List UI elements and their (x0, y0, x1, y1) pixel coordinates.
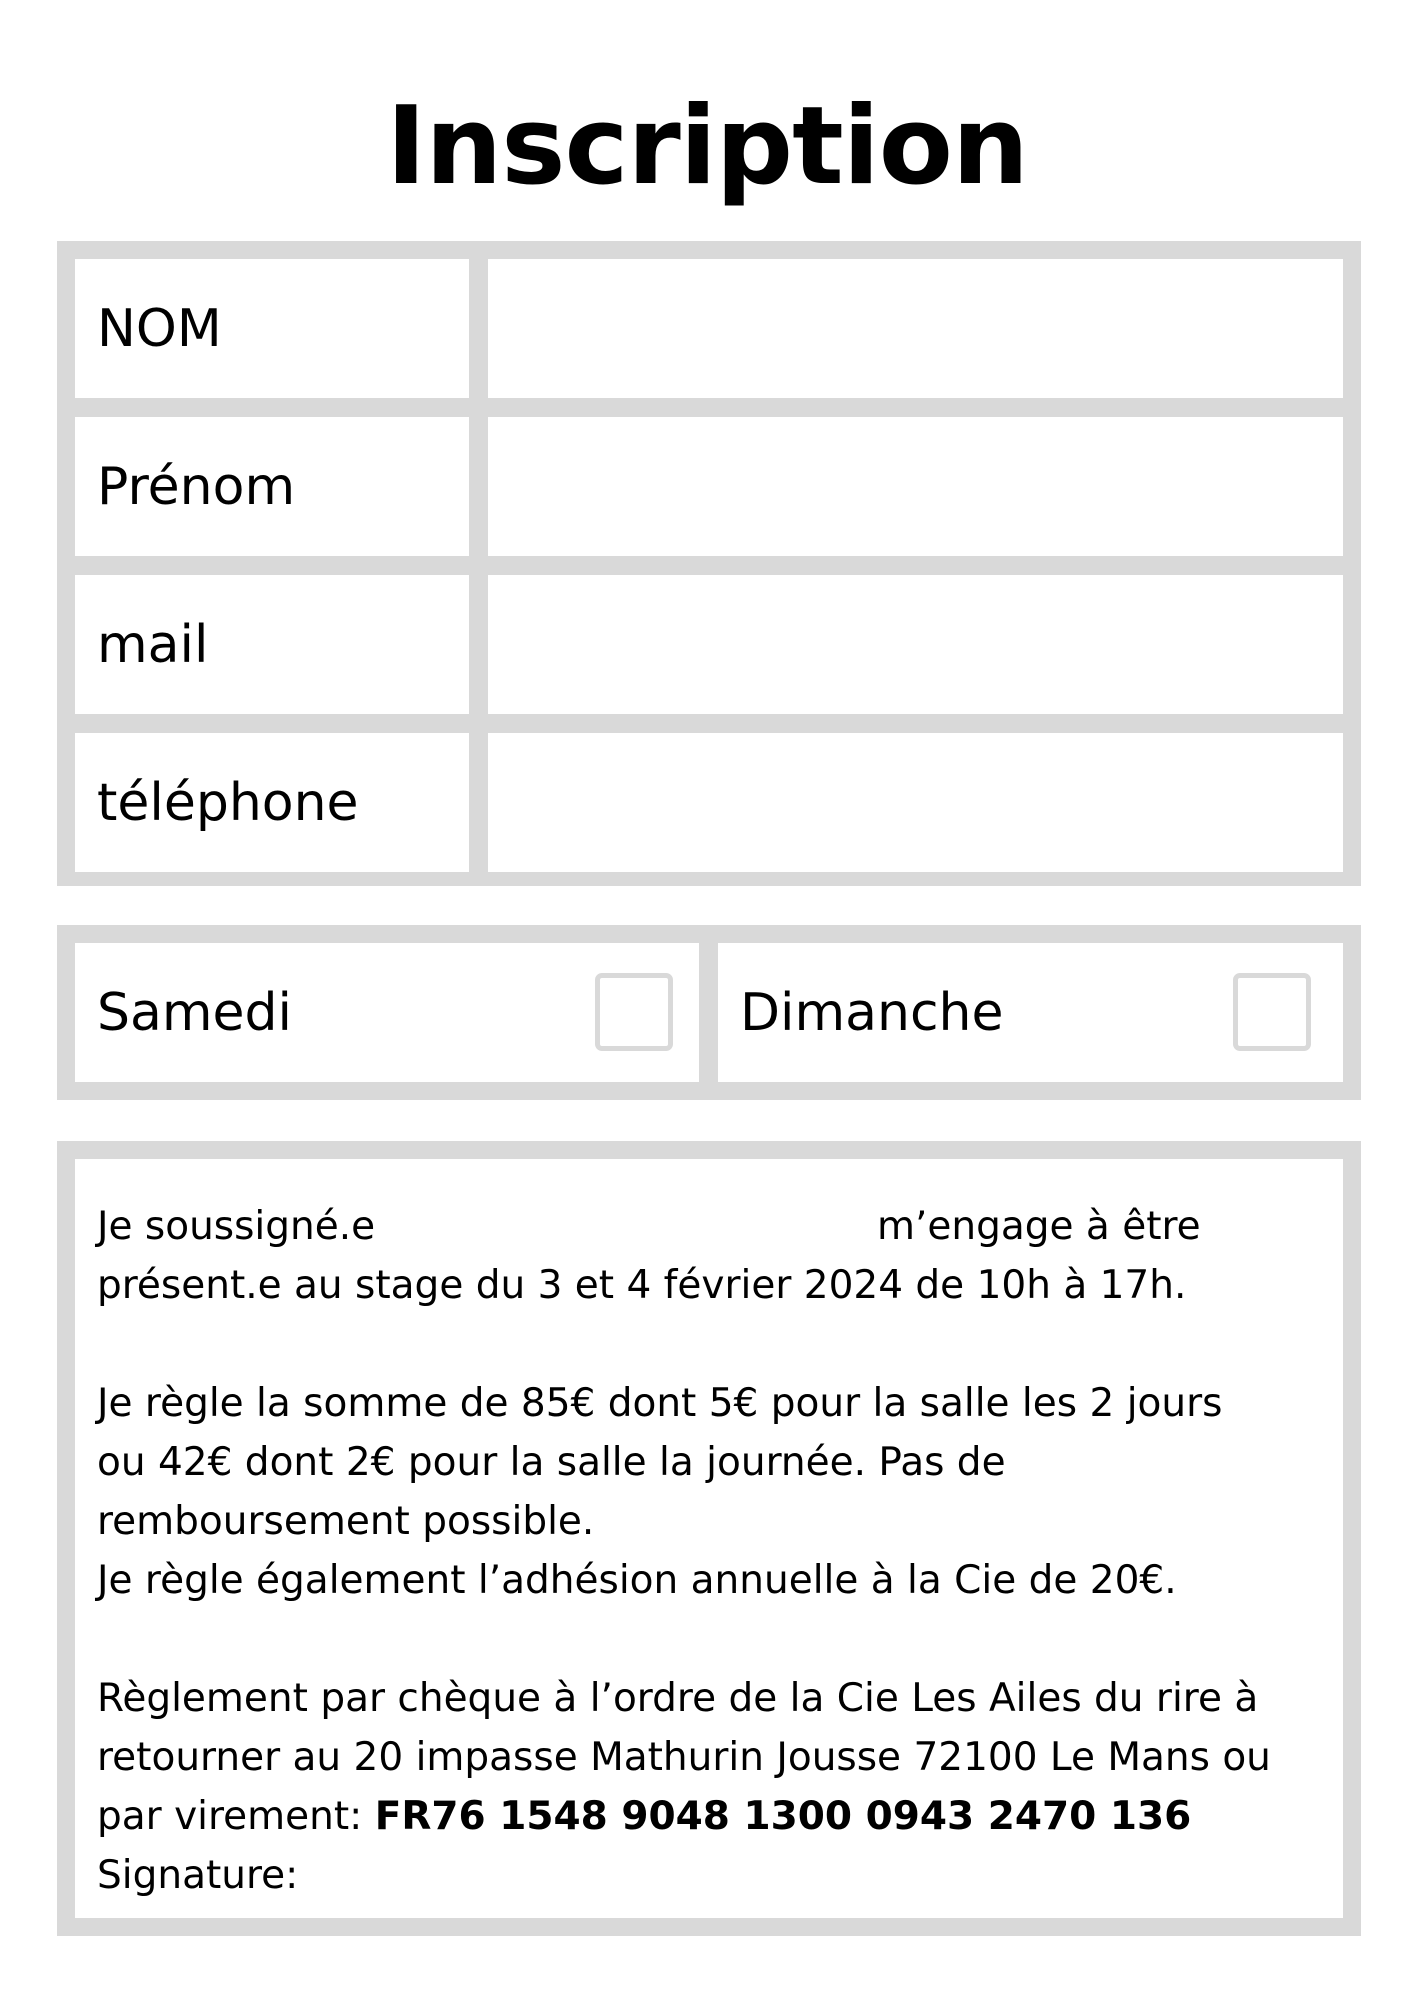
field-label-prenom: Prénom (75, 417, 469, 556)
terms-soussigne: Je soussigné.e (97, 1204, 376, 1249)
terms-membership: Je règle également l’adhésion annuelle à la Cie de 20€. (97, 1558, 1177, 1603)
field-label-mail: mail (75, 575, 469, 714)
day-selection (57, 925, 1361, 1100)
page-title: Inscription (386, 84, 1028, 209)
paragraph-gap (97, 1315, 1321, 1374)
identity-table (57, 241, 1361, 886)
terms-box (57, 1141, 1361, 1936)
transfer-prefix: par virement: (97, 1794, 375, 1839)
field-label-telephone: téléphone (75, 733, 469, 872)
mail-input[interactable] (488, 575, 1343, 714)
day-option-dimanche (718, 943, 1343, 1082)
day-label-dimanche: Dimanche (740, 982, 1004, 1043)
terms-engage: m’engage à être (877, 1204, 1201, 1249)
paragraph-gap (97, 1610, 1321, 1669)
day-option-samedi (75, 943, 699, 1082)
signature-label: Signature: (97, 1853, 299, 1898)
terms-check-line-2: retourner au 20 impasse Mathurin Jousse 72100 Le Mans ou (97, 1735, 1271, 1780)
dimanche-checkbox[interactable] (1233, 973, 1311, 1051)
terms-payment-line-3: remboursement possible. (97, 1499, 595, 1544)
terms-payment-line-1: Je règle la somme de 85€ dont 5€ pour la salle les 2 jours (97, 1381, 1223, 1426)
nom-input[interactable] (488, 259, 1343, 398)
day-label-samedi: Samedi (97, 982, 292, 1043)
terms-payment-line-2: ou 42€ dont 2€ pour la salle la journée. Pas de (97, 1440, 1006, 1485)
samedi-checkbox[interactable] (595, 973, 673, 1051)
telephone-input[interactable] (488, 733, 1343, 872)
terms-presence: présent.e au stage du 3 et 4 février 2024 de 10h à 17h. (97, 1263, 1187, 1308)
terms-transfer-line (97, 1787, 1321, 1846)
terms-check-line-1: Règlement par chèque à l’ordre de la Cie Les Ailes du rire à (97, 1676, 1259, 1721)
iban: FR76 1548 9048 1300 0943 2470 136 (374, 1794, 1192, 1839)
prenom-input[interactable] (488, 417, 1343, 556)
field-label-nom: NOM (75, 259, 469, 398)
terms-text (75, 1159, 1343, 1918)
